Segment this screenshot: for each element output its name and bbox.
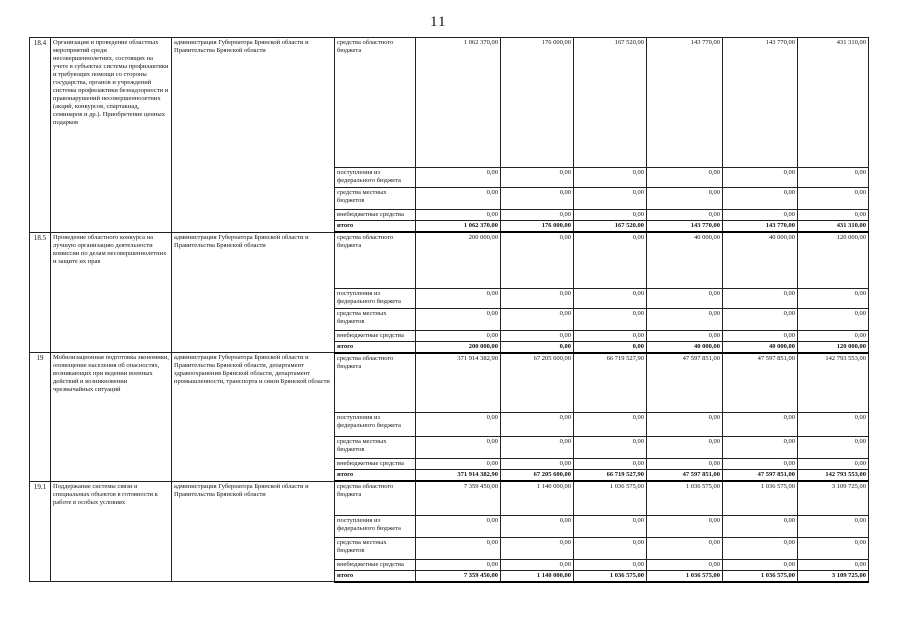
- amount-cell: 40 000,00: [723, 341, 798, 353]
- amount-cell: 0,00: [723, 288, 798, 308]
- page-number: 11: [430, 14, 447, 30]
- budget-table: [29, 37, 869, 583]
- amount-cell: 0,00: [647, 210, 723, 221]
- amount-cell: 0,00: [647, 413, 723, 437]
- section-executor: администрация Губернатора Брянской области и Правительства Брянской области: [172, 38, 335, 233]
- section-title: Поддержание системы связи и специальных объектов в готовности к работе в особых условиях: [51, 481, 172, 582]
- amount-cell: 1 036 575,00: [723, 481, 798, 515]
- funding-source: средства местных бюджетов: [335, 308, 416, 330]
- section-executor: администрация Губернатора Брянской области и Правительства Брянской области, департамент здравоохранения Брянской области, департамент промышленности, транспорта и связи Брянской области: [172, 353, 335, 482]
- amount-cell: 0,00: [501, 413, 574, 437]
- section-number: 18.5: [30, 232, 51, 353]
- funding-source: итого: [335, 341, 416, 353]
- amount-cell: 0,00: [416, 537, 501, 559]
- amount-cell: 3 109 725,00: [798, 481, 869, 515]
- amount-cell: 0,00: [798, 308, 869, 330]
- amount-cell: 0,00: [416, 330, 501, 341]
- amount-cell: 0,00: [416, 459, 501, 470]
- amount-cell: 0,00: [574, 330, 647, 341]
- amount-cell: 47 597 851,00: [723, 353, 798, 413]
- amount-cell: 0,00: [416, 437, 501, 459]
- amount-cell: 371 914 382,90: [416, 470, 501, 482]
- amount-cell: 0,00: [574, 437, 647, 459]
- amount-cell: 200 000,00: [416, 341, 501, 353]
- amount-cell: 0,00: [647, 437, 723, 459]
- amount-cell: 47 597 851,00: [647, 353, 723, 413]
- amount-cell: 0,00: [723, 188, 798, 210]
- amount-cell: 1 036 575,00: [574, 481, 647, 515]
- amount-cell: 1 036 575,00: [647, 481, 723, 515]
- funding-source: поступления из федерального бюджета: [335, 515, 416, 537]
- amount-cell: 40 000,00: [647, 341, 723, 353]
- amount-cell: 0,00: [574, 168, 647, 188]
- amount-cell: 0,00: [647, 559, 723, 570]
- amount-cell: 176 000,00: [501, 221, 574, 233]
- amount-cell: 200 000,00: [416, 232, 501, 288]
- amount-cell: 0,00: [647, 308, 723, 330]
- amount-cell: 0,00: [501, 210, 574, 221]
- amount-cell: 167 520,00: [574, 221, 647, 233]
- funding-source: средства местных бюджетов: [335, 537, 416, 559]
- amount-cell: 0,00: [501, 330, 574, 341]
- amount-cell: 0,00: [574, 308, 647, 330]
- amount-cell: 0,00: [647, 288, 723, 308]
- section-number: 18.4: [30, 38, 51, 233]
- funding-source: средства областного бюджета: [335, 481, 416, 515]
- amount-cell: 0,00: [647, 459, 723, 470]
- amount-cell: 0,00: [501, 341, 574, 353]
- amount-cell: 66 719 527,90: [574, 353, 647, 413]
- funding-source: средства областного бюджета: [335, 353, 416, 413]
- amount-cell: 0,00: [501, 537, 574, 559]
- amount-cell: 0,00: [574, 288, 647, 308]
- amount-cell: 0,00: [798, 437, 869, 459]
- amount-cell: 0,00: [416, 168, 501, 188]
- amount-cell: 0,00: [798, 210, 869, 221]
- amount-cell: 431 310,00: [798, 38, 869, 168]
- amount-cell: 167 520,00: [574, 38, 647, 168]
- amount-cell: 0,00: [501, 232, 574, 288]
- amount-cell: 0,00: [723, 459, 798, 470]
- amount-cell: 0,00: [416, 188, 501, 210]
- amount-cell: 0,00: [798, 330, 869, 341]
- amount-cell: 0,00: [574, 459, 647, 470]
- section-title: Организация и проведение областных мероприятий среди несовершеннолетних, состоящих на учете в субъектах системы профилактики и требующих помощи со стороны государства, органов и учреждений системы профилактики безнадзорности и правонарушений несовершеннолетних (акций, конкурсов, спартакиад, семинаров и др.). Приобретение ценных подарков: [51, 38, 172, 233]
- amount-cell: 0,00: [723, 168, 798, 188]
- amount-cell: 0,00: [723, 330, 798, 341]
- funding-source: поступления из федерального бюджета: [335, 288, 416, 308]
- section-executor: администрация Губернатора Брянской области и Правительства Брянской области: [172, 481, 335, 582]
- amount-cell: 47 597 851,00: [723, 470, 798, 482]
- funding-source: внебюджетные средства: [335, 330, 416, 341]
- amount-cell: 3 109 725,00: [798, 570, 869, 582]
- amount-cell: 0,00: [416, 515, 501, 537]
- amount-cell: 0,00: [647, 188, 723, 210]
- amount-cell: 143 770,00: [647, 38, 723, 168]
- amount-cell: 120 000,00: [798, 341, 869, 353]
- amount-cell: 0,00: [647, 168, 723, 188]
- amount-cell: 1 140 000,00: [501, 481, 574, 515]
- amount-cell: 0,00: [416, 559, 501, 570]
- amount-cell: 143 770,00: [723, 221, 798, 233]
- funding-source: средства местных бюджетов: [335, 437, 416, 459]
- amount-cell: 143 770,00: [647, 221, 723, 233]
- amount-cell: 0,00: [798, 537, 869, 559]
- amount-cell: 0,00: [574, 210, 647, 221]
- amount-cell: 0,00: [798, 559, 869, 570]
- amount-cell: 371 914 382,90: [416, 353, 501, 413]
- amount-cell: 0,00: [416, 308, 501, 330]
- amount-cell: 0,00: [574, 341, 647, 353]
- amount-cell: 1 062 370,00: [416, 221, 501, 233]
- amount-cell: 0,00: [723, 437, 798, 459]
- amount-cell: 0,00: [501, 168, 574, 188]
- amount-cell: 0,00: [501, 308, 574, 330]
- amount-cell: 0,00: [574, 232, 647, 288]
- amount-cell: 1 036 575,00: [723, 570, 798, 582]
- amount-cell: 0,00: [723, 308, 798, 330]
- section-title: Мобилизационная подготовка экономики, оповещение населения об опасностях, возникающих при ведении военных действий и возникновении чрезвычайных ситуаций: [51, 353, 172, 482]
- funding-source: поступления из федерального бюджета: [335, 168, 416, 188]
- amount-cell: 7 359 450,00: [416, 481, 501, 515]
- amount-cell: 0,00: [501, 559, 574, 570]
- amount-cell: 0,00: [798, 168, 869, 188]
- amount-cell: 142 793 553,00: [798, 353, 869, 413]
- table-row: [30, 481, 869, 515]
- amount-cell: 40 000,00: [647, 232, 723, 288]
- amount-cell: 0,00: [574, 515, 647, 537]
- amount-cell: 1 062 370,00: [416, 38, 501, 168]
- amount-cell: 120 000,00: [798, 232, 869, 288]
- amount-cell: 0,00: [574, 413, 647, 437]
- amount-cell: 0,00: [501, 515, 574, 537]
- amount-cell: 1 140 000,00: [501, 570, 574, 582]
- amount-cell: 1 036 575,00: [647, 570, 723, 582]
- funding-source: поступления из федерального бюджета: [335, 413, 416, 437]
- amount-cell: 40 000,00: [723, 232, 798, 288]
- amount-cell: 0,00: [501, 288, 574, 308]
- amount-cell: 142 793 553,00: [798, 470, 869, 482]
- amount-cell: 0,00: [798, 413, 869, 437]
- amount-cell: 0,00: [416, 210, 501, 221]
- amount-cell: 7 359 450,00: [416, 570, 501, 582]
- funding-source: средства областного бюджета: [335, 38, 416, 168]
- amount-cell: 0,00: [723, 413, 798, 437]
- table-row: [30, 38, 869, 168]
- amount-cell: 0,00: [647, 537, 723, 559]
- funding-source: итого: [335, 221, 416, 233]
- amount-cell: 67 205 600,00: [501, 353, 574, 413]
- amount-cell: 67 205 600,00: [501, 470, 574, 482]
- amount-cell: 0,00: [501, 188, 574, 210]
- funding-source: внебюджетные средства: [335, 210, 416, 221]
- amount-cell: 0,00: [501, 459, 574, 470]
- amount-cell: 0,00: [723, 559, 798, 570]
- amount-cell: 0,00: [723, 537, 798, 559]
- amount-cell: 0,00: [416, 413, 501, 437]
- amount-cell: 0,00: [798, 515, 869, 537]
- section-executor: администрация Губернатора Брянской области и Правительства Брянской области: [172, 232, 335, 353]
- amount-cell: 47 597 851,00: [647, 470, 723, 482]
- amount-cell: 0,00: [647, 515, 723, 537]
- table-row: [30, 232, 869, 288]
- funding-source: итого: [335, 470, 416, 482]
- amount-cell: 0,00: [574, 559, 647, 570]
- funding-source: итого: [335, 570, 416, 582]
- section-number: 19: [30, 353, 51, 482]
- amount-cell: 66 719 527,90: [574, 470, 647, 482]
- amount-cell: 176 000,00: [501, 38, 574, 168]
- section-number: 19.1: [30, 481, 51, 582]
- funding-source: внебюджетные средства: [335, 559, 416, 570]
- amount-cell: 1 036 575,00: [574, 570, 647, 582]
- amount-cell: 0,00: [501, 437, 574, 459]
- amount-cell: 0,00: [416, 288, 501, 308]
- amount-cell: 0,00: [647, 330, 723, 341]
- amount-cell: 0,00: [798, 459, 869, 470]
- amount-cell: 143 770,00: [723, 38, 798, 168]
- amount-cell: 0,00: [574, 188, 647, 210]
- amount-cell: 0,00: [798, 188, 869, 210]
- section-title: Проведение областного конкурса на лучшую организацию деятельности комиссии по делам несовершеннолетних и защите их прав: [51, 232, 172, 353]
- funding-source: средства местных бюджетов: [335, 188, 416, 210]
- amount-cell: 0,00: [723, 515, 798, 537]
- amount-cell: 431 310,00: [798, 221, 869, 233]
- amount-cell: 0,00: [798, 288, 869, 308]
- amount-cell: 0,00: [723, 210, 798, 221]
- table-row: [30, 353, 869, 413]
- amount-cell: 0,00: [574, 537, 647, 559]
- funding-source: внебюджетные средства: [335, 459, 416, 470]
- funding-source: средства областного бюджета: [335, 232, 416, 288]
